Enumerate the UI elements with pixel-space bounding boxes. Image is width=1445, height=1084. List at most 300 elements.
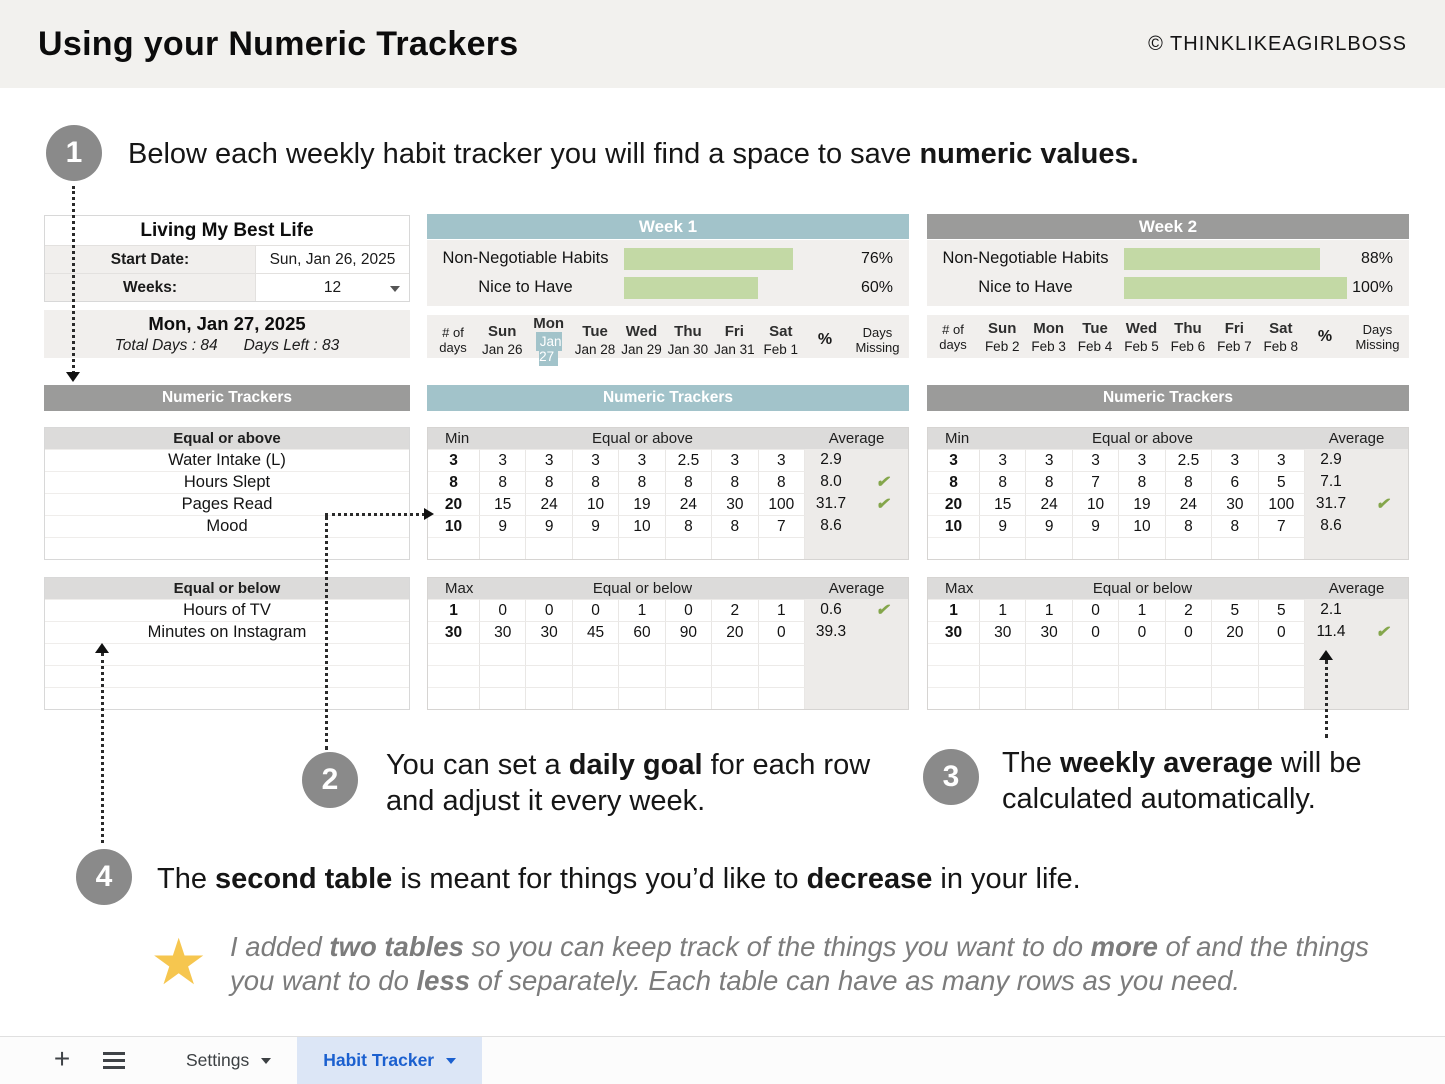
sheet-tab-bar	[0, 1036, 1445, 1084]
value-cell[interactable]	[573, 665, 619, 687]
current-date: Mon, Jan 27, 2025	[148, 313, 306, 334]
value-cell[interactable]: 6	[1212, 471, 1258, 493]
value-cell[interactable]	[666, 643, 712, 665]
numeric-trackers-header: Numeric Trackers	[44, 385, 410, 411]
days-header-row	[927, 315, 1409, 358]
value-cell[interactable]: 20	[712, 621, 758, 643]
percent-header: %	[817, 330, 833, 348]
value-cell[interactable]: 30	[1212, 493, 1258, 515]
num-days-header: # of days	[939, 321, 967, 352]
tracker-label-cell[interactable]	[45, 537, 409, 559]
average-cell: 8.6	[805, 515, 857, 537]
settings-row-value[interactable]	[255, 246, 409, 273]
numeric-table-above	[927, 427, 1409, 560]
value-cell[interactable]	[759, 665, 805, 687]
check-icon	[1357, 687, 1408, 709]
value-cell[interactable]	[619, 537, 665, 559]
day-date-text: Jan 29	[621, 341, 662, 357]
day-date	[758, 342, 804, 357]
current-date-box	[44, 310, 410, 358]
value-cell[interactable]: 24	[1166, 493, 1212, 515]
value-cell[interactable]	[666, 665, 712, 687]
tracker-label-cell[interactable]: Water Intake (L)	[45, 449, 409, 471]
days-left: Days Left : 83	[243, 337, 340, 354]
goal-cell[interactable]: 10	[428, 515, 480, 537]
value-cell[interactable]: 3	[1212, 449, 1258, 471]
day-cell	[572, 323, 618, 357]
tracker-label-cell[interactable]: Hours Slept	[45, 471, 409, 493]
day-date	[525, 334, 571, 364]
numeric-table-above	[427, 427, 909, 560]
average-cell	[805, 643, 857, 665]
day-cell	[1072, 320, 1118, 354]
step-2-text: You can set a daily goal for each row and adjust it every week.	[386, 749, 871, 817]
average-cell: 11.4	[1305, 621, 1357, 643]
days-missing-header: Days Missing	[1355, 321, 1400, 352]
rule-column-header: Equal or above	[592, 430, 693, 447]
value-cell[interactable]	[480, 537, 526, 559]
value-cell[interactable]: 2	[712, 599, 758, 621]
habit-progress-fill	[624, 248, 793, 270]
goal-column-header: Max	[945, 580, 974, 597]
value-cell[interactable]: 0	[480, 599, 526, 621]
copyright: © THINKLIKEAGIRLBOSS	[1148, 32, 1407, 55]
habit-progress-bar	[624, 248, 847, 270]
value-cell[interactable]: 10	[573, 493, 619, 515]
value-cell[interactable]	[980, 665, 1026, 687]
check-icon	[1357, 599, 1408, 621]
value-cell[interactable]: 9	[573, 515, 619, 537]
value-cell[interactable]: 0	[1259, 621, 1305, 643]
value-cell[interactable]: 0	[759, 621, 805, 643]
value-cell[interactable]	[759, 687, 805, 709]
step-3-text: The weekly average will be calculated automatically.	[1002, 747, 1362, 815]
goal-cell[interactable]	[928, 687, 980, 709]
value-cell[interactable]: 3	[1026, 449, 1072, 471]
goal-cell[interactable]: 3	[428, 449, 480, 471]
value-cell[interactable]: 8	[1166, 515, 1212, 537]
value-cell[interactable]	[712, 665, 758, 687]
value-cell[interactable]: 30	[480, 621, 526, 643]
value-cell[interactable]: 5	[1259, 599, 1305, 621]
value-cell[interactable]	[1026, 537, 1072, 559]
percent-header: %	[1317, 327, 1333, 345]
plan-title: Living My Best Life	[140, 219, 314, 241]
value-cell[interactable]: 7	[759, 515, 805, 537]
value-cell[interactable]	[666, 687, 712, 709]
days-missing-header: Days Missing	[855, 324, 900, 355]
numeric-rows	[928, 449, 1408, 559]
value-cell[interactable]	[573, 537, 619, 559]
value-cell[interactable]: 24	[666, 493, 712, 515]
value-cell[interactable]	[1212, 537, 1258, 559]
goal-cell[interactable]: 8	[428, 471, 480, 493]
goal-cell[interactable]	[928, 665, 980, 687]
value-cell[interactable]: 10	[619, 515, 665, 537]
goal-cell[interactable]: 20	[428, 493, 480, 515]
value-cell[interactable]	[1166, 687, 1212, 709]
numeric-row	[428, 471, 908, 493]
value-cell[interactable]: 3	[759, 449, 805, 471]
value-cell[interactable]: 0	[1166, 621, 1212, 643]
value-cell[interactable]: 24	[526, 493, 572, 515]
value-cell[interactable]	[1166, 537, 1212, 559]
habit-percent: 60%	[860, 278, 893, 296]
value-cell[interactable]: 8	[526, 471, 572, 493]
value-cell[interactable]: 30	[526, 621, 572, 643]
habit-progress-fill	[1124, 277, 1347, 299]
value-cell[interactable]	[1259, 665, 1305, 687]
value-cell[interactable]: 8	[573, 471, 619, 493]
value-cell[interactable]: 15	[980, 493, 1026, 515]
value-cell[interactable]: 100	[1259, 493, 1305, 515]
value-cell[interactable]: 19	[619, 493, 665, 515]
value-cell[interactable]	[1119, 537, 1165, 559]
numeric-table-header	[428, 428, 908, 449]
settings-row	[45, 245, 409, 273]
check-icon: ✔	[857, 599, 908, 621]
plan-settings-box	[44, 215, 410, 302]
day-cell	[758, 323, 804, 357]
check-icon: ✔	[857, 493, 908, 515]
numeric-row	[428, 665, 908, 687]
average-column-header: Average	[828, 430, 885, 447]
value-cell[interactable]: 5	[1259, 471, 1305, 493]
value-cell[interactable]	[573, 687, 619, 709]
numeric-row	[428, 599, 908, 621]
day-cell	[711, 323, 757, 357]
rule-column-header: Equal or below	[1092, 580, 1193, 597]
tracker-label-cell[interactable]	[45, 665, 409, 687]
value-cell[interactable]: 3	[1119, 449, 1165, 471]
day-cell	[979, 320, 1025, 354]
numeric-row	[428, 643, 908, 665]
day-of-week: Thu	[674, 322, 702, 340]
value-cell[interactable]	[666, 537, 712, 559]
value-cell[interactable]: 8	[1026, 471, 1072, 493]
numeric-table-below	[927, 577, 1409, 710]
goal-cell[interactable]	[428, 643, 480, 665]
value-cell[interactable]: 1	[759, 599, 805, 621]
value-cell[interactable]	[1166, 665, 1212, 687]
value-cell[interactable]: 9	[980, 515, 1026, 537]
day-of-week: Mon	[533, 315, 565, 332]
value-cell[interactable]	[480, 643, 526, 665]
value-cell[interactable]	[1166, 643, 1212, 665]
value-cell[interactable]: 24	[1026, 493, 1072, 515]
arrow-step2-head	[424, 508, 434, 520]
value-cell[interactable]: 8	[480, 471, 526, 493]
value-cell[interactable]: 0	[666, 599, 712, 621]
step-1-badge: 1	[46, 125, 102, 181]
value-cell[interactable]: 20	[1212, 621, 1258, 643]
average-cell: 31.7	[805, 493, 857, 515]
value-cell[interactable]: 45	[573, 621, 619, 643]
value-cell[interactable]: 2	[1166, 599, 1212, 621]
goal-cell[interactable]: 10	[928, 515, 980, 537]
check-icon	[1357, 471, 1408, 493]
week-panels	[427, 214, 1409, 710]
value-cell[interactable]: 7	[1259, 515, 1305, 537]
value-cell[interactable]	[526, 537, 572, 559]
page-title: Using your Numeric Trackers	[38, 24, 519, 63]
day-date-text: Jan 31	[714, 341, 755, 357]
value-cell[interactable]: 3	[526, 449, 572, 471]
numeric-row	[928, 599, 1408, 621]
tab-settings[interactable]	[160, 1037, 297, 1084]
day-cell	[1025, 320, 1071, 354]
habit-progress-row	[927, 247, 1409, 270]
value-cell[interactable]	[1212, 665, 1258, 687]
value-cell[interactable]: 9	[1073, 515, 1119, 537]
value-cell[interactable]: 8	[1212, 515, 1258, 537]
tab-habit-tracker-label: Habit Tracker	[323, 1050, 435, 1070]
tracker-label-cell[interactable]: Hours of TV	[45, 599, 409, 621]
numeric-row	[428, 537, 908, 559]
check-icon	[857, 687, 908, 709]
settings-row	[45, 273, 409, 301]
numeric-trackers-header: Numeric Trackers	[927, 385, 1409, 411]
value-cell[interactable]: 8	[759, 471, 805, 493]
day-cell	[1118, 320, 1164, 354]
value-cell[interactable]: 8	[619, 471, 665, 493]
tracker-label-cell[interactable]: Pages Read	[45, 493, 409, 515]
day-cell	[525, 315, 571, 364]
day-date-text: Feb 8	[1263, 338, 1299, 354]
days-header-row	[427, 315, 909, 364]
value-cell[interactable]	[480, 665, 526, 687]
value-cell[interactable]	[1026, 687, 1072, 709]
goal-cell[interactable]: 20	[928, 493, 980, 515]
value-cell[interactable]	[480, 687, 526, 709]
value-cell[interactable]: 60	[619, 621, 665, 643]
check-icon	[857, 515, 908, 537]
value-cell[interactable]: 0	[1073, 621, 1119, 643]
value-cell[interactable]	[980, 537, 1026, 559]
day-of-week: Fri	[1224, 319, 1244, 337]
numeric-row	[928, 643, 1408, 665]
value-cell[interactable]: 10	[1119, 515, 1165, 537]
value-cell[interactable]: 30	[712, 493, 758, 515]
value-cell[interactable]	[1259, 537, 1305, 559]
value-cell[interactable]: 2.5	[666, 449, 712, 471]
value-cell[interactable]	[1259, 687, 1305, 709]
value-cell[interactable]	[1073, 643, 1119, 665]
value-cell[interactable]: 8	[1119, 471, 1165, 493]
day-date-text: Feb 1	[763, 341, 799, 357]
value-cell[interactable]: 10	[1073, 493, 1119, 515]
goal-column-header: Min	[945, 430, 970, 447]
tracker-label-cell[interactable]: Mood	[45, 515, 409, 537]
value-cell[interactable]: 8	[1166, 471, 1212, 493]
average-column-header: Average	[828, 580, 885, 597]
habit-percent: 100%	[1352, 278, 1393, 296]
value-cell[interactable]: 1	[980, 599, 1026, 621]
arrow-step4-head	[95, 643, 109, 653]
day-cell	[618, 323, 664, 357]
average-cell: 2.9	[1305, 449, 1357, 471]
goal-cell[interactable]: 1	[928, 599, 980, 621]
goal-cell[interactable]: 30	[428, 621, 480, 643]
settings-rows	[45, 245, 409, 301]
value-cell[interactable]: 100	[759, 493, 805, 515]
below-label-rows	[45, 599, 409, 709]
all-sheets-button[interactable]	[88, 1037, 140, 1084]
day-date-text: Feb 2	[984, 338, 1020, 354]
value-cell[interactable]: 1	[1026, 599, 1072, 621]
value-cell[interactable]: 8	[712, 471, 758, 493]
value-cell[interactable]	[1026, 665, 1072, 687]
value-cell[interactable]	[1119, 643, 1165, 665]
day-date-text: Feb 4	[1077, 338, 1113, 354]
value-cell[interactable]	[1119, 665, 1165, 687]
value-cell[interactable]: 9	[526, 515, 572, 537]
value-cell[interactable]: 1	[619, 599, 665, 621]
value-cell[interactable]	[712, 687, 758, 709]
arrow-step2-line	[325, 516, 328, 750]
value-cell[interactable]: 7	[1073, 471, 1119, 493]
check-icon	[857, 621, 908, 643]
value-cell[interactable]	[980, 687, 1026, 709]
chevron-down-icon[interactable]	[446, 1058, 456, 1064]
habit-percent: 88%	[1360, 249, 1393, 267]
day-date	[1072, 339, 1118, 354]
value-cell[interactable]	[712, 643, 758, 665]
numeric-rows	[428, 449, 908, 559]
value-cell[interactable]: 1	[1119, 599, 1165, 621]
value-cell[interactable]: 30	[980, 621, 1026, 643]
value-cell[interactable]	[1073, 665, 1119, 687]
day-of-week: Mon	[1033, 319, 1065, 337]
value-cell[interactable]	[759, 643, 805, 665]
settings-row-value[interactable]	[255, 274, 409, 301]
value-cell[interactable]	[1026, 643, 1072, 665]
day-cell	[1258, 320, 1304, 354]
average-cell: 39.3	[805, 621, 857, 643]
step-1-text: Below each weekly habit tracker you will find a space to save numeric values.	[128, 138, 1139, 170]
value-cell[interactable]: 5	[1212, 599, 1258, 621]
day-date-text: Feb 6	[1170, 338, 1206, 354]
average-cell	[1305, 687, 1357, 709]
day-date	[1118, 339, 1164, 354]
value-cell[interactable]	[1073, 537, 1119, 559]
step-4-badge: 4	[76, 849, 132, 905]
tab-habit-tracker[interactable]	[297, 1037, 482, 1084]
day-cell	[479, 323, 525, 357]
value-cell[interactable]	[1259, 643, 1305, 665]
value-cell[interactable]	[526, 665, 572, 687]
weekly-habit-summary	[927, 240, 1409, 306]
habit-percent: 76%	[860, 249, 893, 267]
value-cell[interactable]: 8	[980, 471, 1026, 493]
value-cell[interactable]: 19	[1119, 493, 1165, 515]
above-labels-table	[44, 427, 410, 560]
value-cell[interactable]	[526, 687, 572, 709]
value-cell[interactable]	[619, 643, 665, 665]
numeric-row	[428, 621, 908, 643]
value-cell[interactable]: 30	[1026, 621, 1072, 643]
average-cell: 0.6	[805, 599, 857, 621]
value-cell[interactable]: 0	[526, 599, 572, 621]
value-cell[interactable]	[712, 537, 758, 559]
goal-cell[interactable]: 8	[928, 471, 980, 493]
day-of-week: Fri	[724, 322, 744, 340]
value-cell[interactable]	[980, 643, 1026, 665]
value-cell[interactable]: 0	[1119, 621, 1165, 643]
numeric-row	[428, 515, 908, 537]
value-cell[interactable]: 90	[666, 621, 712, 643]
tracker-label-cell[interactable]: Minutes on Instagram	[45, 621, 409, 643]
value-cell[interactable]: 3	[619, 449, 665, 471]
add-sheet-button[interactable]	[36, 1037, 88, 1084]
habit-label: Nice to Have	[978, 278, 1073, 296]
goal-column-header: Min	[445, 430, 470, 447]
day-of-week: Sun	[988, 319, 1017, 337]
value-cell[interactable]	[619, 687, 665, 709]
goal-cell[interactable]	[428, 665, 480, 687]
check-icon	[857, 449, 908, 471]
value-cell[interactable]: 0	[1073, 599, 1119, 621]
tab-settings-label: Settings	[186, 1050, 250, 1070]
goal-cell[interactable]: 1	[428, 599, 480, 621]
value-cell[interactable]	[619, 665, 665, 687]
value-cell[interactable]: 9	[480, 515, 526, 537]
value-cell[interactable]: 3	[1259, 449, 1305, 471]
goal-cell[interactable]	[428, 537, 480, 559]
goal-cell[interactable]: 30	[928, 621, 980, 643]
value-cell[interactable]: 3	[573, 449, 619, 471]
habit-progress-bar	[624, 277, 847, 299]
value-cell[interactable]: 15	[480, 493, 526, 515]
goal-cell[interactable]	[928, 643, 980, 665]
value-cell[interactable]	[526, 643, 572, 665]
settings-value-text: Sun, Jan 26, 2025	[269, 250, 396, 268]
day-of-week: Tue	[582, 322, 608, 340]
value-cell[interactable]	[759, 537, 805, 559]
value-cell[interactable]	[1119, 687, 1165, 709]
value-cell[interactable]: 8	[666, 471, 712, 493]
goal-cell[interactable]	[928, 537, 980, 559]
average-cell: 31.7	[1305, 493, 1357, 515]
numeric-row	[928, 665, 1408, 687]
numeric-table-below	[427, 577, 909, 710]
habit-progress-bar	[1124, 248, 1347, 270]
habit-progress-row	[927, 276, 1409, 299]
week-title: Week 2	[927, 214, 1409, 239]
value-cell[interactable]: 0	[573, 599, 619, 621]
goal-cell[interactable]: 3	[928, 449, 980, 471]
chevron-down-icon[interactable]	[261, 1058, 271, 1064]
value-cell[interactable]: 3	[480, 449, 526, 471]
value-cell[interactable]: 3	[712, 449, 758, 471]
chevron-down-icon[interactable]	[390, 286, 400, 292]
value-cell[interactable]: 9	[1026, 515, 1072, 537]
value-cell[interactable]: 2.5	[1166, 449, 1212, 471]
value-cell[interactable]	[1073, 687, 1119, 709]
average-cell	[805, 537, 857, 559]
value-cell[interactable]	[573, 643, 619, 665]
value-cell[interactable]: 8	[666, 515, 712, 537]
goal-cell[interactable]	[428, 687, 480, 709]
rule-column-header: Equal or above	[1092, 430, 1193, 447]
value-cell[interactable]: 3	[1073, 449, 1119, 471]
value-cell[interactable]: 8	[712, 515, 758, 537]
value-cell[interactable]: 3	[980, 449, 1026, 471]
value-cell[interactable]	[1212, 687, 1258, 709]
value-cell[interactable]	[1212, 643, 1258, 665]
tracker-label-cell[interactable]	[45, 687, 409, 709]
star-icon: ★	[150, 926, 208, 998]
